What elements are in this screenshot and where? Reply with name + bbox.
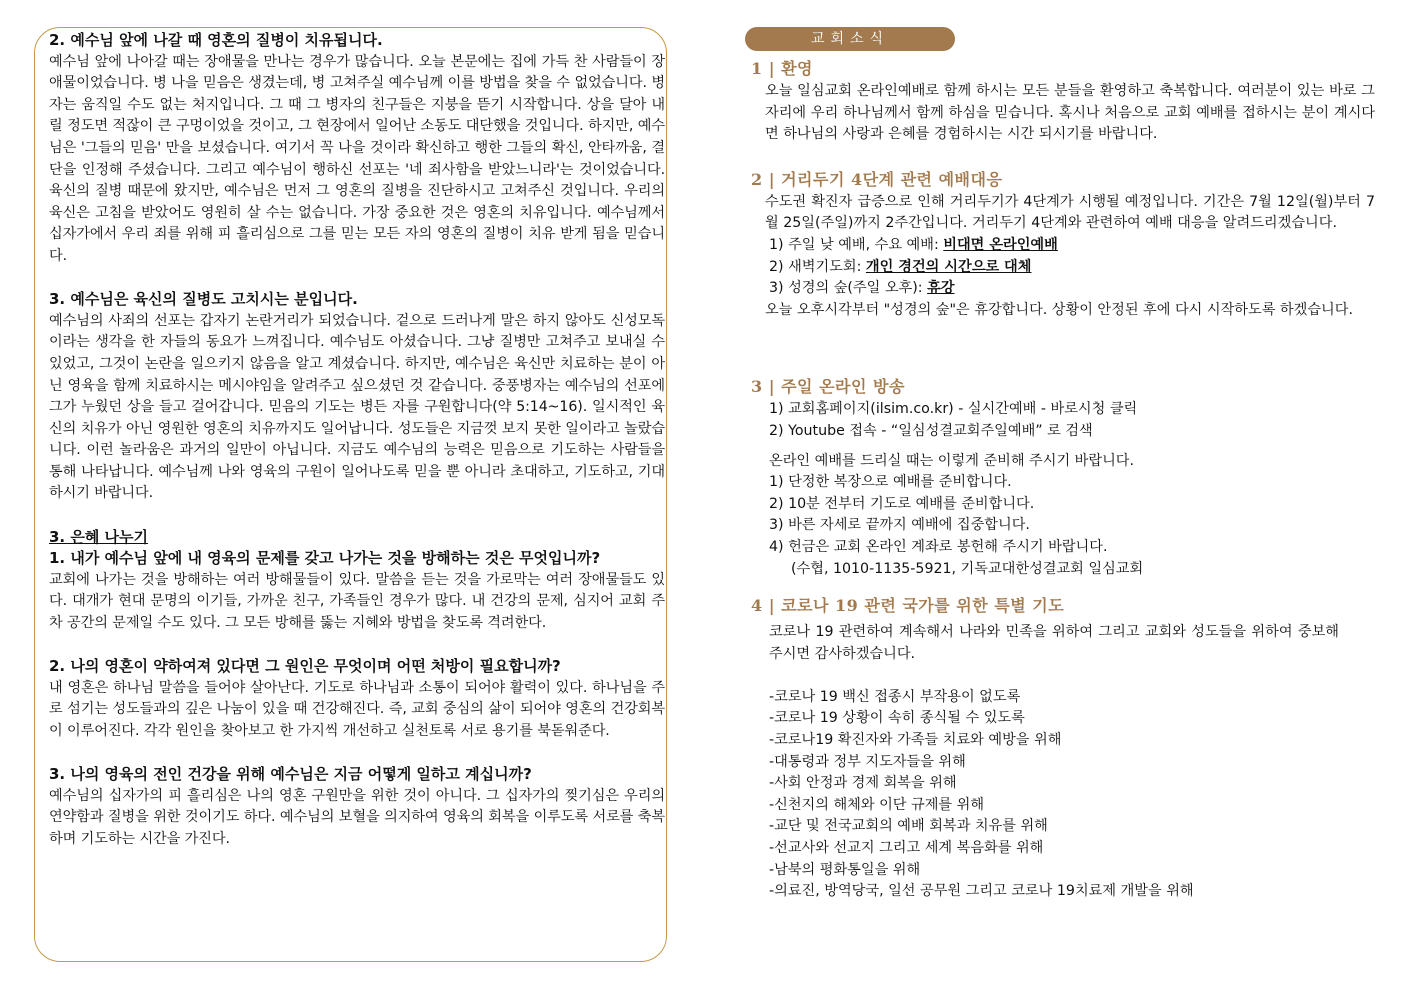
prep-item: 2) 10분 전부터 기도로 예배를 준비합니다. (769, 495, 1035, 512)
offering-account: (수협, 1010-1135-5921, 기독교대한성결교회 일심교회 (791, 560, 1144, 577)
section-3-title: 3. 예수님은 육신의 질병도 고치시는 분입니다. (49, 290, 358, 309)
prayer-item: -코로나 19 상황이 속히 종식될 수 있도록 (769, 710, 1025, 727)
question-2-title: 2. 나의 영혼이 약하여져 있다면 그 원인은 무엇이며 어떤 처방이 필요합니까? (49, 657, 561, 676)
question-3-body: 예수님의 십자가의 피 흘리심은 나의 영혼 구원만을 위한 것이 아니다. 그 십자가의 찢기심은 우리의 연약함과 질병을 위한 것이기도 하다. 예수님의 보혈을 의지하여 영육의 회복을 이루도록 서로를 축복하며 기도하는 시간을 가진다. (49, 787, 665, 847)
prep-item: 3) 바른 자세로 끝까지 예배에 집중합니다. (769, 517, 1030, 534)
prayer-item: -남북의 평화통일을 위해 (769, 861, 921, 878)
prayer-item: -교단 및 전국교회의 예배 회복과 치유를 위해 (769, 818, 1048, 835)
prayer-item: -코로나19 확진자와 가족들 치료와 예방을 위해 (769, 732, 1062, 749)
broadcast-item: 2) Youtube 접속 - “일심성결교회주일예배” 로 검색 (769, 422, 1093, 439)
online-broadcast-title: 3 | 주일 온라인 방송 (751, 377, 905, 397)
question-1-title: 1. 내가 예수님 앞에 내 영육의 문제를 갖고 나가는 것을 방해하는 것은 무엇입니까? (49, 549, 601, 568)
distancing-body: 수도권 확진자 급증으로 인해 거리두기가 4단계가 시행될 예정입니다. 기간은 7월 12일(월)부터 7월 25일(주일)까지 2주간입니다. 거리두기 4단계와 관련하여 예배 대응을 알려드리겠습니다. (765, 193, 1375, 232)
distancing-item: 3) 성경의 숲(주일 오후): 휴강 (769, 280, 955, 297)
distancing-item: 2) 새벽기도회: 개인 경건의 시간으로 대체 (769, 258, 1032, 275)
prayer-item: -의료진, 방역당국, 일선 공무원 그리고 코로나 19치료제 개발을 위해 (769, 883, 1194, 900)
prayer-item: -신천지의 해체와 이단 규제를 위해 (769, 796, 985, 813)
welcome-title: 1 | 환영 (751, 59, 814, 78)
prep-item: 4) 헌금은 교회 온라인 계좌로 봉헌해 주시기 바랍니다. (769, 538, 1108, 555)
section-2-title: 2. 예수님 앞에 나갈 때 영혼의 질병이 치유됩니다. (49, 31, 383, 49)
prep-intro: 온라인 예배를 드리실 때는 이렇게 준비해 주시기 바랍니다. (769, 452, 1135, 469)
prayer-item: -코로나 19 백신 접종시 부작용이 없도록 (769, 688, 1021, 705)
distancing-title: 2 | 거리두기 4단계 관련 예배대응 (751, 169, 1003, 189)
news-column (745, 27, 1375, 903)
question-1-body: 교회에 나가는 것을 방해하는 여러 방해물들이 있다. 말씀을 듣는 것을 가로막는 여러 장애물들도 있다. 대개가 현대 문명의 이기들, 가까운 친구, 가족들인 경우가 많다. 내 건강의 문제, 심지어 교회 주차 공간의 문제일 수도 있다. 그 모든 방해를 뚫는 지혜와 방법을 찾도록 격려한다. (49, 571, 665, 632)
sermon-column (49, 30, 665, 851)
prayer-item: -사회 안정과 경제 회복을 위해 (769, 775, 957, 792)
covid-prayer-title: 4 | 코로나 19 관련 국가를 위한 특별 기도 (751, 596, 1065, 616)
covid-prayer-body: 코로나 19 관련하여 계속해서 나라와 민족을 위하여 그리고 교회와 성도들을 위하여 중보해 주시면 감사하겠습니다. (769, 624, 1339, 662)
distancing-note: 오늘 오후시각부터 "성경의 숲"은 휴강합니다. 상황이 안정된 후에 다시 시작하도록 하겠습니다. (765, 301, 1353, 318)
section-2-body: 예수님 앞에 나아갈 때는 장애물을 만나는 경우가 많습니다. 오늘 본문에는 집에 가득 찬 사람들이 장애물이었습니다. 병 나을 믿음은 생겼는데, 병 고쳐주실 예수님께 이를 방법을 찾을 수 없었습니다. 병자는 움직일 수도 없는 처지입니다. 그 때 그 병자의 친구들은 지붕을 뜯기 시작합니다. 상을 달아 내릴 정도면 적잖이 큰 구멍이었을 것이고, 그 현장에서 일어난 소동도 대단했을 것입니다. 하지만, 예수님은 '그들의 믿음' 만을 보셨습니다. 여기서 꼭 나을 것이라 확신하고 행한 그들의 확신, 안타까움, 결단을 인정해 주셨습니다. 그리고 예수님이 행하신 선포는 '네 죄사함을 받았느니라'는 것이었습니다. 육신의 질병 때문에 왔지만, 예수님은 먼저 그 영혼의 질병을 진단하시고 고쳐주신 것입니다. 우리의 육신은 고침을 받았어도 영원히 살 수는 없습니다. 가장 중요한 것은 영혼의 치유입니다. 예수님께서 십자가에서 우리 죄를 위해 피 흘리심으로 그를 믿는 모든 자의 영혼의 질병이 치유 받게 됨을 믿습니다. (49, 53, 665, 264)
prep-item: 1) 단정한 복장으로 예배를 준비합니다. (769, 474, 1012, 491)
question-3-title: 3. 나의 영육의 전인 건강을 위해 예수님은 지금 어떻게 일하고 계십니까? (49, 765, 532, 784)
question-2-body: 내 영혼은 하나님 말씀을 들어야 살아난다. 기도로 하나님과 소통이 되어야 활력이 있다. 하나님을 주로 섬기는 성도들과의 깊은 나눔이 있을 때 건강해진다. 즉, 교회 중심의 삶이 되어야 영혼의 건강회복이 이루어진다. 각각 원인을 찾아보고 한 가지씩 개선하고 실천토록 서로 용기를 북돋워준다. (49, 679, 665, 739)
welcome-body: 오늘 일심교회 온라인예배로 함께 하시는 모든 분들을 환영하고 축복합니다. 여러분이 있는 바로 그 자리에 우리 하나님께서 함께 하심을 믿습니다. 혹시나 처음으로 교회 예배를 접하시는 분이 계시다면 하나님의 사랑과 은혜를 경험하시는 시간 되시기를 바랍니다. (765, 83, 1375, 143)
prayer-item: -선교사와 선교지 그리고 세계 복음화를 위해 (769, 840, 1044, 857)
broadcast-item: 1) 교회홈페이지(ilsim.co.kr) - 실시간예배 - 바로시청 클릭 (769, 401, 1138, 418)
grace-sharing-title: 3. 은혜 나누기 (49, 527, 149, 546)
church-news-tab: 교회소식 (745, 27, 955, 51)
section-3-body: 예수님의 사죄의 선포는 갑자기 논란거리가 되었습니다. 겉으로 드러나게 말은 하지 않아도 신성모독이라는 생각을 한 자들의 동요가 느껴집니다. 예수님도 아셨습니다. 그냥 질병만 고쳐주고 보내실 수 있었고, 그것이 논란을 일으키지 않음을 알고 계셨습니다. 하지만, 예수님은 육신만 치료하는 분이 아닌 영육을 함께 치료하시는 메시야임을 알려주고 싶으셨던 것 같습니다. 중풍병자는 예수님의 선포에 그가 누웠던 상을 들고 걸어갑니다. 믿음의 기도는 병든 자를 구원합니다(약 5:14~16). 일시적인 육신의 치유가 아닌 영원한 영혼의 치유까지도 일어납니다. 성도들은 지금껏 보지 못한 일이라고 놀랐습니다. 이런 놀라움은 과거의 일만이 아닙니다. 지금도 예수님의 능력은 믿음으로 기도하는 사람들을 통해 나타납니다. 예수님께 나와 영육의 구원이 일어나도록 믿을 뿐 아니라 초대하고, 기도하고, 기대하시기 바랍니다. (49, 312, 665, 502)
distancing-item: 1) 주일 낮 예배, 수요 예배: 비대면 온라인예배 (769, 236, 1058, 253)
prayer-item: -대통령과 정부 지도자들을 위해 (769, 753, 966, 770)
